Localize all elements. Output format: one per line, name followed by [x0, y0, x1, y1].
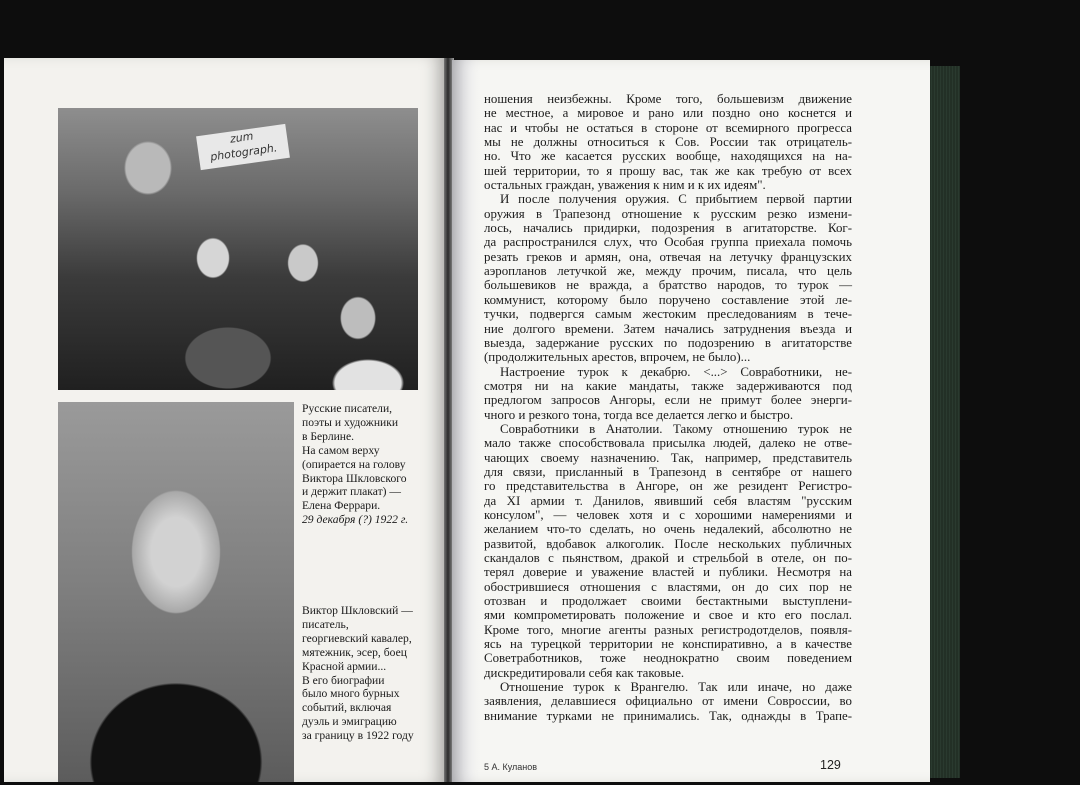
text-line: терял доверие и уважение властей и публики. Несмотря на [484, 565, 852, 580]
text-line: мы не должны относиться к Сов. России так отрицатель- [484, 135, 852, 150]
text-line: желанием что-то сделать, но очень недалекий, абсолютно не [484, 522, 852, 537]
text-line: коммунист, которому было поручено составление этой ле- [484, 292, 852, 307]
text-line: консулом", — человек хотя и с хорошими намерениями и [484, 507, 852, 522]
text-line: Совработники в Анатолии. Такому отношению турок не [500, 421, 852, 436]
portrait-caption-line: за границу в 1922 году [302, 729, 414, 743]
text-line: И после получения оружия. С прибытием первой партии [500, 192, 852, 207]
group-caption-line: На самом верху [302, 443, 380, 457]
portrait-caption-line: было много бурных [302, 687, 400, 701]
text-line: ношения неизбежны. Кроме того, большевизм движение [484, 92, 852, 106]
portrait-caption-line: писатель, [302, 617, 349, 631]
text-line: большевиков не вражда, а братство народов, то турок — [484, 278, 852, 293]
text-line: Настроение турок к декабрю. <...> Совработники, не- [500, 364, 852, 379]
text-line: ние долгого времени. Затем начались затруднения въезда и [484, 321, 852, 336]
text-line: дискредитировали себя как таковые. [484, 665, 685, 680]
text-line: Советработников, тоже неоднократно своим поведением [484, 651, 852, 666]
text-line: отозван и продолжает своими бестактными выступлени- [484, 594, 852, 609]
group-photo [58, 108, 418, 390]
text-line: заявления, делавшиеся официально от имени Совроссии, во [484, 694, 852, 709]
text-line: выезда, задержание русских по подозрению в агитаторстве [484, 335, 852, 350]
portrait-caption-line: мятежник, эсер, боец [302, 645, 407, 659]
left-page [4, 58, 444, 782]
text-line: обострившиеся отношения с властями, он до сих пор не [484, 579, 852, 594]
text-line: резать греков и армян, она, отвечая на летучку французских [484, 249, 852, 264]
text-line: чного и резкого тона, тогда все делается легко и быстро. [484, 407, 794, 422]
portrait-caption-line: событий, включая [302, 701, 392, 715]
portrait-caption-line: Красной армии... [302, 659, 387, 673]
portrait-caption-line: В его биографии [302, 673, 385, 687]
text-line: но. Что же касается русских вообще, находящихся на на- [484, 149, 852, 164]
text-line: ясь на турецкой территории не конспиративно, а в качестве [484, 637, 852, 652]
text-line: остальных граждан, уважения к ним и к их идеям". [484, 178, 766, 193]
text-line: аэропланов летучкой же, между прочим, писала, что цель [484, 264, 852, 279]
text-line: Кроме того, многие агенты разных регистродотделов, появля- [484, 622, 852, 637]
photo-sign: zum photograph. [196, 124, 290, 170]
text-line: мало также способствовала присылка людей, далеко не отве- [484, 436, 852, 451]
text-line: чающих своему назначению. Так, например, представитель [484, 450, 852, 465]
portrait-photo [58, 402, 294, 782]
text-line: тучки, подвергся самым жестоким преследованиям в тече- [484, 307, 852, 322]
text-line: лось, начались придирки, подозрения в агитаторстве. Ког- [484, 221, 852, 236]
group-caption-line: в Берлине. [302, 429, 355, 443]
group-caption-line: и держит плакат) — [302, 485, 401, 499]
text-line: скандалов с пьянством, дракой и стрельбой в отеле, он по- [484, 551, 852, 565]
page-number: 129 [820, 758, 841, 772]
text-line: для связи, присланный в Трапезонд в сентябре от нашего [484, 464, 852, 479]
text-line: нас и чтобы не остаться в стороне от всемирного прогресса [484, 120, 852, 135]
footer-signature: 5 А. Куланов [484, 762, 538, 772]
group-photo-caption [302, 402, 414, 527]
text-line: смотря ни на какие мандаты, также задерживаются под [484, 378, 852, 393]
body-text [484, 92, 852, 723]
text-line: шей территории, то я прошу вас, так же как требую от всех [484, 163, 852, 178]
portrait-caption-line: дуэль и эмиграцию [302, 715, 397, 729]
text-line: не местное, а мировое и рано или поздно оно коснется и [484, 106, 852, 121]
text-line: да распространился слух, что Особая группа приехала помочь [484, 235, 852, 250]
group-caption-line: (опирается на голову [302, 457, 406, 471]
right-page [452, 60, 930, 782]
text-line: го представительства в Ангоре, он же резидент Регистро- [484, 479, 852, 494]
portrait-caption-line: георгиевский кавалер, [302, 631, 412, 645]
portrait-caption-line: Виктор Шкловский — [302, 604, 413, 617]
text-line: оружия в Трапезонд отношение к русским резко измени- [484, 206, 852, 221]
group-caption-date: 29 декабря (?) 1922 г. [302, 513, 409, 527]
group-caption-line: Елена Феррари. [302, 499, 381, 513]
text-line: (продолжительных арестов, впрочем, не было)... [484, 350, 751, 365]
text-line: развитой, вдобавок алкоголик. После нескольких публичных [484, 536, 852, 551]
group-caption-line: поэты и художники [302, 415, 399, 429]
group-caption-line: Виктора Шкловского [302, 471, 407, 485]
page-edges [930, 66, 960, 778]
text-line: ями компрометировать положение и свое и кто его послал. [484, 608, 852, 623]
group-caption-line: Русские писатели, [302, 402, 393, 415]
text-line: предлогом запросов Ангоры, если не примут более энерги- [484, 393, 852, 408]
portrait-caption [302, 604, 414, 743]
text-line: да XI армии т. Данилов, явивший себя властям "русским [484, 493, 852, 508]
text-line: Отношение турок к Врангелю. Так или иначе, но даже [500, 680, 852, 695]
text-line: внимание турками не принимались. Так, однажды в Трапе- [484, 708, 852, 723]
